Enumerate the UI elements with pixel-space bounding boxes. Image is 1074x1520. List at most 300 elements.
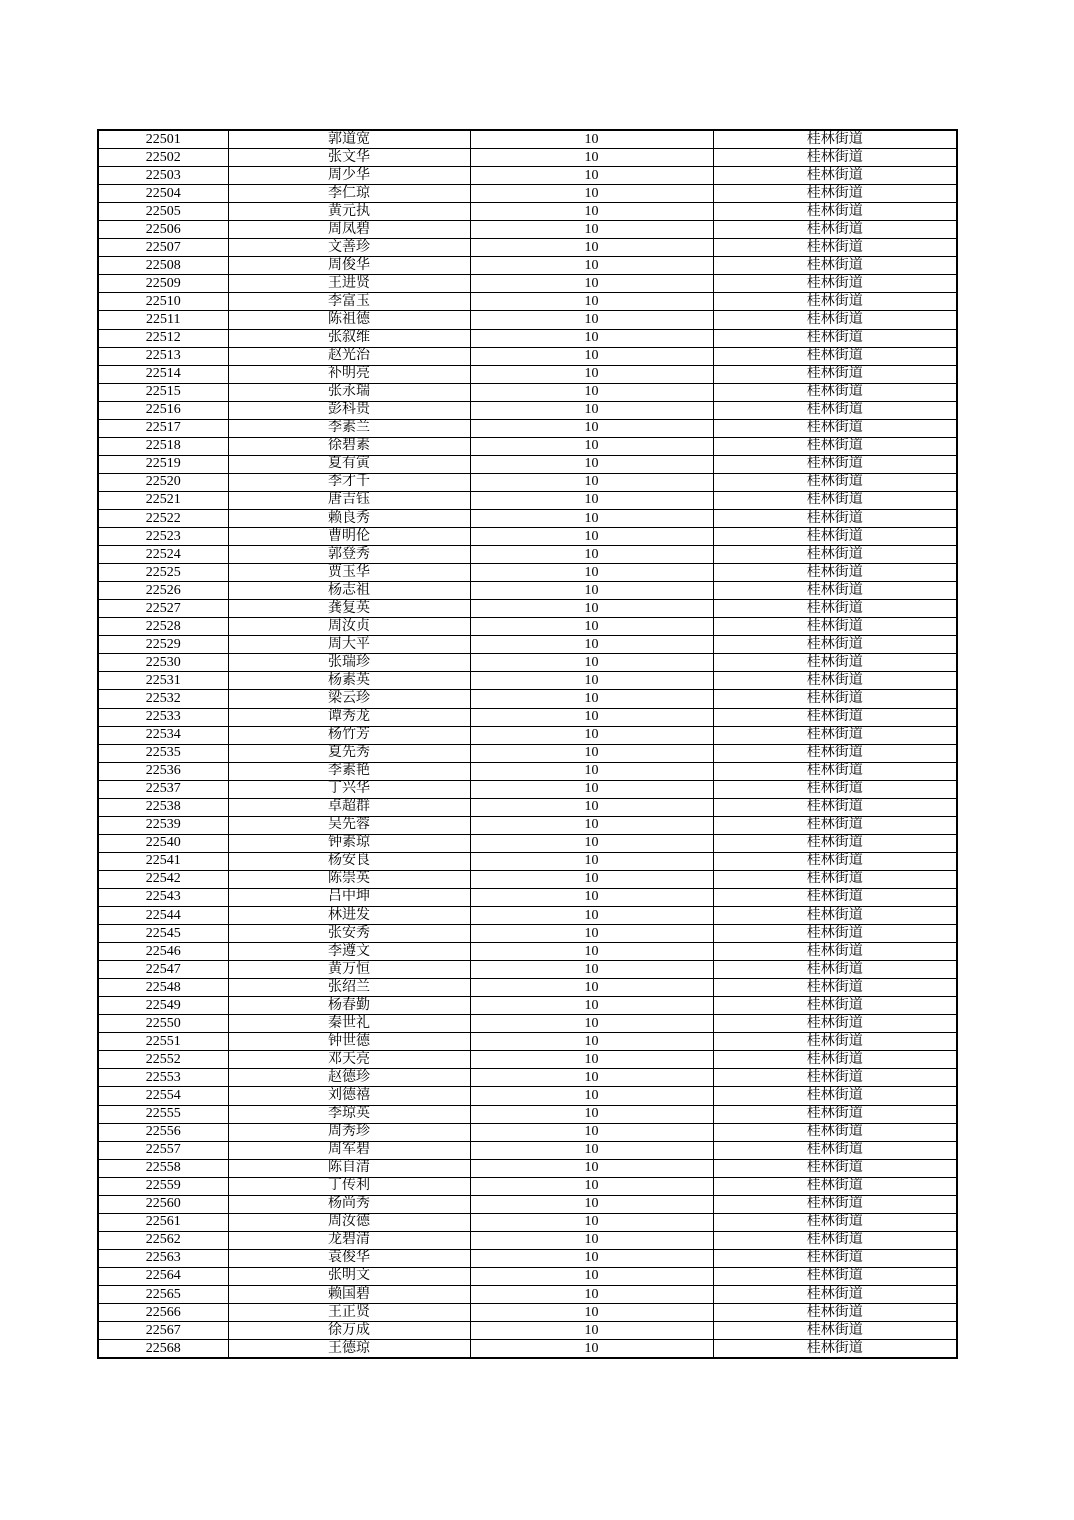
name-cell: 刘德禧 [228, 1087, 470, 1105]
street-cell: 桂林街道 [713, 1195, 957, 1213]
name-cell: 吕中坤 [228, 888, 470, 906]
amount-cell: 10 [470, 943, 713, 961]
name-cell: 张明文 [228, 1267, 470, 1285]
name-cell: 丁传利 [228, 1177, 470, 1195]
amount-cell: 10 [470, 1340, 713, 1359]
amount-cell: 10 [470, 528, 713, 546]
amount-cell: 10 [470, 852, 713, 870]
street-cell: 桂林街道 [713, 708, 957, 726]
street-cell: 桂林街道 [713, 1322, 957, 1340]
amount-cell: 10 [470, 997, 713, 1015]
amount-cell: 10 [470, 690, 713, 708]
table-row [98, 780, 957, 798]
table-row [98, 1267, 957, 1285]
table-row [98, 708, 957, 726]
street-cell: 桂林街道 [713, 275, 957, 293]
name-cell: 王正贤 [228, 1304, 470, 1322]
table-row [98, 239, 957, 257]
name-cell: 赵光治 [228, 347, 470, 365]
serial-number-cell: 22555 [98, 1105, 228, 1123]
table-row [98, 130, 957, 149]
street-cell: 桂林街道 [713, 1015, 957, 1033]
amount-cell: 10 [470, 888, 713, 906]
street-cell: 桂林街道 [713, 257, 957, 275]
table-row [98, 654, 957, 672]
table-row [98, 744, 957, 762]
amount-cell: 10 [470, 1249, 713, 1267]
street-cell: 桂林街道 [713, 491, 957, 509]
table-row [98, 528, 957, 546]
street-cell: 桂林街道 [713, 798, 957, 816]
street-cell: 桂林街道 [713, 600, 957, 618]
serial-number-cell: 22525 [98, 564, 228, 582]
serial-number-cell: 22543 [98, 888, 228, 906]
table-row [98, 1340, 957, 1359]
table-row [98, 1015, 957, 1033]
serial-number-cell: 22506 [98, 221, 228, 239]
amount-cell: 10 [470, 1322, 713, 1340]
table-row [98, 275, 957, 293]
table-row [98, 870, 957, 888]
street-cell: 桂林街道 [713, 672, 957, 690]
serial-number-cell: 22509 [98, 275, 228, 293]
name-cell: 周大平 [228, 636, 470, 654]
name-cell: 赖良秀 [228, 509, 470, 527]
amount-cell: 10 [470, 961, 713, 979]
name-cell: 王进贤 [228, 275, 470, 293]
serial-number-cell: 22512 [98, 329, 228, 347]
street-cell: 桂林街道 [713, 1286, 957, 1304]
serial-number-cell: 22567 [98, 1322, 228, 1340]
table-row [98, 979, 957, 997]
street-cell: 桂林街道 [713, 690, 957, 708]
name-cell: 秦世礼 [228, 1015, 470, 1033]
serial-number-cell: 22523 [98, 528, 228, 546]
name-cell: 张瑞珍 [228, 654, 470, 672]
name-cell: 李素艳 [228, 762, 470, 780]
table-row [98, 1069, 957, 1087]
serial-number-cell: 22510 [98, 293, 228, 311]
street-cell: 桂林街道 [713, 907, 957, 925]
street-cell: 桂林街道 [713, 618, 957, 636]
serial-number-cell: 22549 [98, 997, 228, 1015]
name-cell: 杨志祖 [228, 582, 470, 600]
name-cell: 陈祖德 [228, 311, 470, 329]
table-row [98, 329, 957, 347]
table-row [98, 1159, 957, 1177]
serial-number-cell: 22534 [98, 726, 228, 744]
serial-number-cell: 22542 [98, 870, 228, 888]
amount-cell: 10 [470, 1267, 713, 1285]
street-cell: 桂林街道 [713, 473, 957, 491]
name-cell: 唐吉钰 [228, 491, 470, 509]
amount-cell: 10 [470, 1033, 713, 1051]
serial-number-cell: 22507 [98, 239, 228, 257]
serial-number-cell: 22558 [98, 1159, 228, 1177]
serial-number-cell: 22524 [98, 546, 228, 564]
street-cell: 桂林街道 [713, 311, 957, 329]
street-cell: 桂林街道 [713, 925, 957, 943]
amount-cell: 10 [470, 654, 713, 672]
name-cell: 杨春勤 [228, 997, 470, 1015]
street-cell: 桂林街道 [713, 961, 957, 979]
table-row [98, 437, 957, 455]
serial-number-cell: 22513 [98, 347, 228, 365]
serial-number-cell: 22514 [98, 365, 228, 383]
table-row [98, 491, 957, 509]
name-cell: 周少华 [228, 167, 470, 185]
name-cell: 李遵文 [228, 943, 470, 961]
serial-number-cell: 22553 [98, 1069, 228, 1087]
table-row [98, 636, 957, 654]
table-row [98, 564, 957, 582]
street-cell: 桂林街道 [713, 437, 957, 455]
amount-cell: 10 [470, 925, 713, 943]
serial-number-cell: 22532 [98, 690, 228, 708]
amount-cell: 10 [470, 293, 713, 311]
street-cell: 桂林街道 [713, 1267, 957, 1285]
amount-cell: 10 [470, 1069, 713, 1087]
street-cell: 桂林街道 [713, 943, 957, 961]
amount-cell: 10 [470, 1105, 713, 1123]
table-row [98, 1141, 957, 1159]
name-cell: 李才千 [228, 473, 470, 491]
serial-number-cell: 22528 [98, 618, 228, 636]
table-row [98, 600, 957, 618]
street-cell: 桂林街道 [713, 130, 957, 149]
table-row [98, 257, 957, 275]
name-cell: 张叙维 [228, 329, 470, 347]
name-cell: 李富玉 [228, 293, 470, 311]
name-cell: 黄万恒 [228, 961, 470, 979]
serial-number-cell: 22518 [98, 437, 228, 455]
street-cell: 桂林街道 [713, 1159, 957, 1177]
table-row [98, 1123, 957, 1141]
street-cell: 桂林街道 [713, 762, 957, 780]
amount-cell: 10 [470, 1051, 713, 1069]
table-row [98, 907, 957, 925]
amount-cell: 10 [470, 149, 713, 167]
table-row [98, 383, 957, 401]
amount-cell: 10 [470, 130, 713, 149]
table-row [98, 852, 957, 870]
serial-number-cell: 22568 [98, 1340, 228, 1359]
amount-cell: 10 [470, 1015, 713, 1033]
street-cell: 桂林街道 [713, 365, 957, 383]
serial-number-cell: 22551 [98, 1033, 228, 1051]
street-cell: 桂林街道 [713, 834, 957, 852]
name-cell: 杨素英 [228, 672, 470, 690]
amount-cell: 10 [470, 221, 713, 239]
street-cell: 桂林街道 [713, 888, 957, 906]
street-cell: 桂林街道 [713, 1249, 957, 1267]
amount-cell: 10 [470, 600, 713, 618]
street-cell: 桂林街道 [713, 1105, 957, 1123]
serial-number-cell: 22516 [98, 401, 228, 419]
serial-number-cell: 22552 [98, 1051, 228, 1069]
table-row [98, 1177, 957, 1195]
table-row [98, 1213, 957, 1231]
table-body [98, 130, 957, 1358]
serial-number-cell: 22561 [98, 1213, 228, 1231]
table-row [98, 149, 957, 167]
serial-number-cell: 22533 [98, 708, 228, 726]
table-row [98, 455, 957, 473]
serial-number-cell: 22515 [98, 383, 228, 401]
serial-number-cell: 22544 [98, 907, 228, 925]
street-cell: 桂林街道 [713, 636, 957, 654]
amount-cell: 10 [470, 167, 713, 185]
name-cell: 杨竹芳 [228, 726, 470, 744]
name-cell: 曹明伦 [228, 528, 470, 546]
name-cell: 王德琼 [228, 1340, 470, 1359]
name-cell: 张永瑞 [228, 383, 470, 401]
name-cell: 吴先蓉 [228, 816, 470, 834]
amount-cell: 10 [470, 762, 713, 780]
street-cell: 桂林街道 [713, 1033, 957, 1051]
table-row [98, 672, 957, 690]
street-cell: 桂林街道 [713, 528, 957, 546]
amount-cell: 10 [470, 419, 713, 437]
street-cell: 桂林街道 [713, 816, 957, 834]
serial-number-cell: 22505 [98, 203, 228, 221]
serial-number-cell: 22545 [98, 925, 228, 943]
serial-number-cell: 22541 [98, 852, 228, 870]
serial-number-cell: 22556 [98, 1123, 228, 1141]
street-cell: 桂林街道 [713, 1051, 957, 1069]
table-row [98, 1051, 957, 1069]
amount-cell: 10 [470, 726, 713, 744]
serial-number-cell: 22530 [98, 654, 228, 672]
name-cell: 张文华 [228, 149, 470, 167]
amount-cell: 10 [470, 275, 713, 293]
name-cell: 钟世德 [228, 1033, 470, 1051]
street-cell: 桂林街道 [713, 419, 957, 437]
serial-number-cell: 22557 [98, 1141, 228, 1159]
name-cell: 杨尚秀 [228, 1195, 470, 1213]
table-row [98, 690, 957, 708]
amount-cell: 10 [470, 1177, 713, 1195]
serial-number-cell: 22548 [98, 979, 228, 997]
amount-cell: 10 [470, 383, 713, 401]
street-cell: 桂林街道 [713, 509, 957, 527]
amount-cell: 10 [470, 473, 713, 491]
name-cell: 李琼英 [228, 1105, 470, 1123]
street-cell: 桂林街道 [713, 1231, 957, 1249]
name-cell: 夏先秀 [228, 744, 470, 762]
table-row [98, 401, 957, 419]
table-row [98, 1286, 957, 1304]
amount-cell: 10 [470, 907, 713, 925]
amount-cell: 10 [470, 744, 713, 762]
serial-number-cell: 22559 [98, 1177, 228, 1195]
street-cell: 桂林街道 [713, 726, 957, 744]
name-cell: 周秀珍 [228, 1123, 470, 1141]
table-row [98, 167, 957, 185]
amount-cell: 10 [470, 437, 713, 455]
serial-number-cell: 22546 [98, 943, 228, 961]
street-cell: 桂林街道 [713, 239, 957, 257]
name-cell: 徐碧素 [228, 437, 470, 455]
serial-number-cell: 22503 [98, 167, 228, 185]
amount-cell: 10 [470, 672, 713, 690]
table-row [98, 1033, 957, 1051]
table-row [98, 943, 957, 961]
table-row [98, 834, 957, 852]
serial-number-cell: 22538 [98, 798, 228, 816]
table-row [98, 473, 957, 491]
street-cell: 桂林街道 [713, 1069, 957, 1087]
amount-cell: 10 [470, 708, 713, 726]
street-cell: 桂林街道 [713, 149, 957, 167]
table-row [98, 798, 957, 816]
name-cell: 贾玉华 [228, 564, 470, 582]
table-row [98, 419, 957, 437]
name-cell: 张安秀 [228, 925, 470, 943]
serial-number-cell: 22536 [98, 762, 228, 780]
name-cell: 龙碧清 [228, 1231, 470, 1249]
serial-number-cell: 22527 [98, 600, 228, 618]
street-cell: 桂林街道 [713, 744, 957, 762]
street-cell: 桂林街道 [713, 347, 957, 365]
amount-cell: 10 [470, 1286, 713, 1304]
table-row [98, 925, 957, 943]
serial-number-cell: 22560 [98, 1195, 228, 1213]
name-cell: 钟素琼 [228, 834, 470, 852]
amount-cell: 10 [470, 1087, 713, 1105]
street-cell: 桂林街道 [713, 1123, 957, 1141]
street-cell: 桂林街道 [713, 564, 957, 582]
street-cell: 桂林街道 [713, 997, 957, 1015]
amount-cell: 10 [470, 203, 713, 221]
table-row [98, 582, 957, 600]
serial-number-cell: 22529 [98, 636, 228, 654]
serial-number-cell: 22504 [98, 185, 228, 203]
name-cell: 龚复英 [228, 600, 470, 618]
street-cell: 桂林街道 [713, 1213, 957, 1231]
serial-number-cell: 22537 [98, 780, 228, 798]
street-cell: 桂林街道 [713, 383, 957, 401]
serial-number-cell: 22522 [98, 509, 228, 527]
amount-cell: 10 [470, 347, 713, 365]
amount-cell: 10 [470, 185, 713, 203]
name-cell: 补明亮 [228, 365, 470, 383]
serial-number-cell: 22519 [98, 455, 228, 473]
amount-cell: 10 [470, 798, 713, 816]
serial-number-cell: 22563 [98, 1249, 228, 1267]
table-row [98, 203, 957, 221]
street-cell: 桂林街道 [713, 1087, 957, 1105]
amount-cell: 10 [470, 1213, 713, 1231]
serial-number-cell: 22521 [98, 491, 228, 509]
street-cell: 桂林街道 [713, 1340, 957, 1359]
table-row [98, 1195, 957, 1213]
serial-number-cell: 22565 [98, 1286, 228, 1304]
table-row [98, 1231, 957, 1249]
street-cell: 桂林街道 [713, 852, 957, 870]
table-row [98, 365, 957, 383]
street-cell: 桂林街道 [713, 1304, 957, 1322]
amount-cell: 10 [470, 1123, 713, 1141]
street-cell: 桂林街道 [713, 221, 957, 239]
data-table [97, 129, 958, 1359]
amount-cell: 10 [470, 311, 713, 329]
street-cell: 桂林街道 [713, 546, 957, 564]
name-cell: 彭科贵 [228, 401, 470, 419]
serial-number-cell: 22547 [98, 961, 228, 979]
table-row [98, 1322, 957, 1340]
table-row [98, 311, 957, 329]
name-cell: 林进发 [228, 907, 470, 925]
serial-number-cell: 22531 [98, 672, 228, 690]
table-row [98, 185, 957, 203]
name-cell: 周汝贞 [228, 618, 470, 636]
name-cell: 夏有寅 [228, 455, 470, 473]
name-cell: 郭道宽 [228, 130, 470, 149]
street-cell: 桂林街道 [713, 654, 957, 672]
table-row [98, 1087, 957, 1105]
amount-cell: 10 [470, 365, 713, 383]
amount-cell: 10 [470, 564, 713, 582]
amount-cell: 10 [470, 401, 713, 419]
amount-cell: 10 [470, 491, 713, 509]
serial-number-cell: 22564 [98, 1267, 228, 1285]
name-cell: 陈自清 [228, 1159, 470, 1177]
amount-cell: 10 [470, 1141, 713, 1159]
serial-number-cell: 22562 [98, 1231, 228, 1249]
table-row [98, 509, 957, 527]
name-cell: 周汝德 [228, 1213, 470, 1231]
table-row [98, 762, 957, 780]
amount-cell: 10 [470, 455, 713, 473]
serial-number-cell: 22540 [98, 834, 228, 852]
name-cell: 赖国碧 [228, 1286, 470, 1304]
table-row [98, 1105, 957, 1123]
name-cell: 杨安良 [228, 852, 470, 870]
serial-number-cell: 22539 [98, 816, 228, 834]
street-cell: 桂林街道 [713, 293, 957, 311]
table-row [98, 997, 957, 1015]
serial-number-cell: 22501 [98, 130, 228, 149]
amount-cell: 10 [470, 509, 713, 527]
name-cell: 袁俊华 [228, 1249, 470, 1267]
amount-cell: 10 [470, 546, 713, 564]
serial-number-cell: 22554 [98, 1087, 228, 1105]
table-row [98, 961, 957, 979]
serial-number-cell: 22526 [98, 582, 228, 600]
street-cell: 桂林街道 [713, 582, 957, 600]
street-cell: 桂林街道 [713, 401, 957, 419]
table-row [98, 726, 957, 744]
street-cell: 桂林街道 [713, 455, 957, 473]
name-cell: 郭登秀 [228, 546, 470, 564]
street-cell: 桂林街道 [713, 1177, 957, 1195]
name-cell: 谭秀龙 [228, 708, 470, 726]
amount-cell: 10 [470, 979, 713, 997]
table-row [98, 888, 957, 906]
amount-cell: 10 [470, 239, 713, 257]
table-row [98, 546, 957, 564]
street-cell: 桂林街道 [713, 870, 957, 888]
table-row [98, 816, 957, 834]
table-row [98, 618, 957, 636]
table-row [98, 221, 957, 239]
name-cell: 周军碧 [228, 1141, 470, 1159]
street-cell: 桂林街道 [713, 185, 957, 203]
table-row [98, 293, 957, 311]
serial-number-cell: 22520 [98, 473, 228, 491]
amount-cell: 10 [470, 618, 713, 636]
